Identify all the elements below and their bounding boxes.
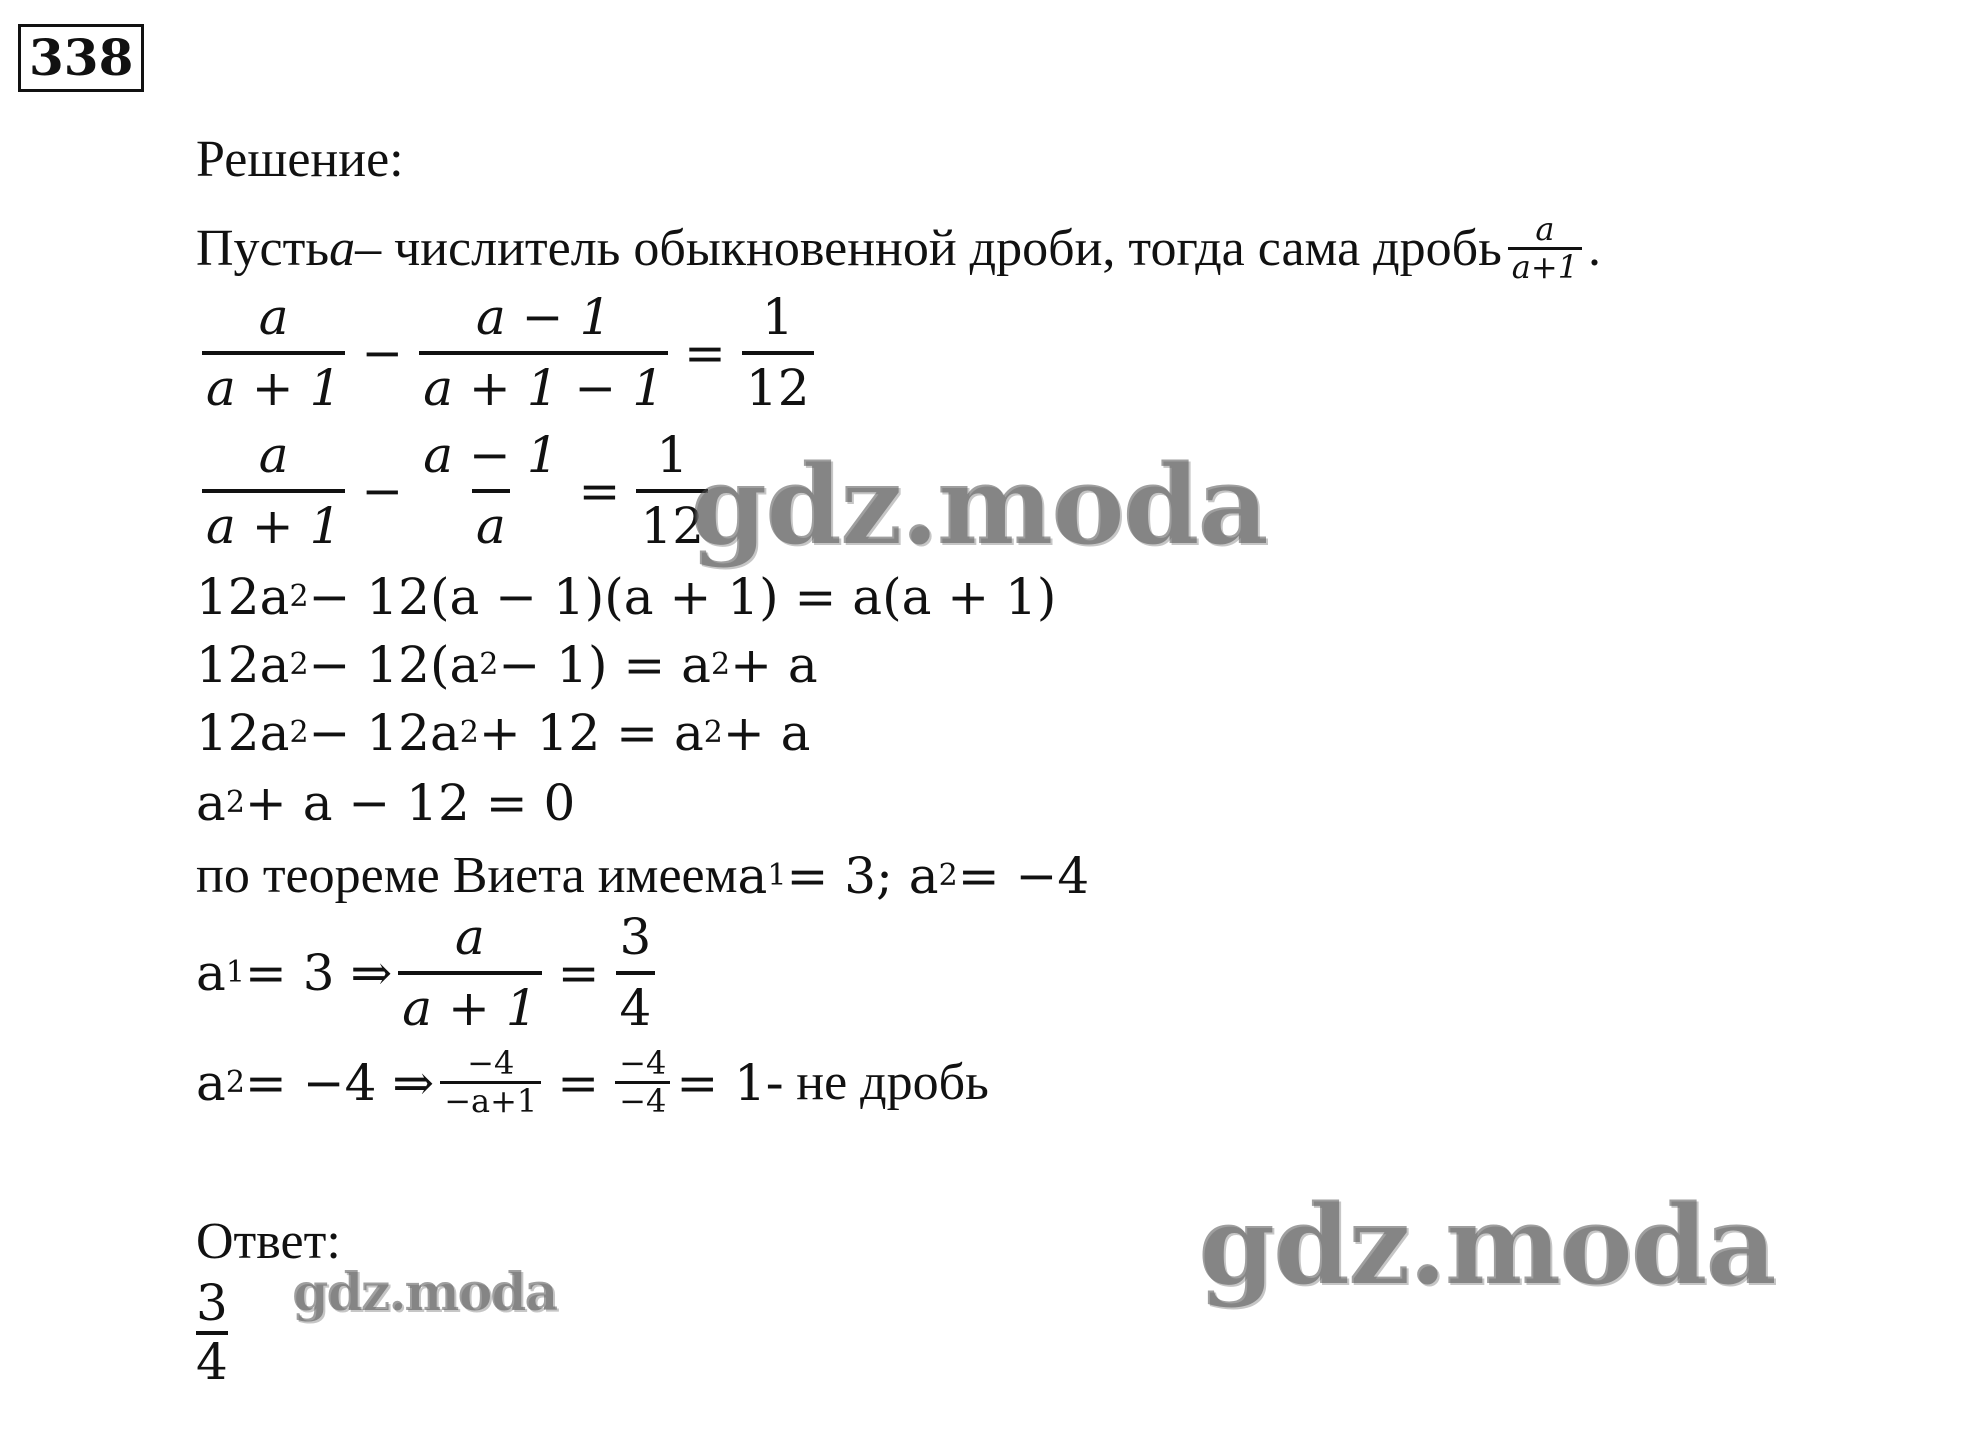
vieta-a: a [737, 846, 768, 905]
eq3-part-c: − 12(a − 1)(a + 1) = a(a + 1) [308, 568, 1057, 626]
intro-line [196, 212, 1601, 285]
result-1: a 1 = 3 ⇒ $\frac{a}{a + 1}$ = $\frac{3}{4}$ [196, 910, 661, 1036]
intro-text-b: – числитель обыкновенной дроби, тогда сама дробь [355, 220, 1502, 278]
eq4-part-a: 12a [196, 636, 290, 694]
eq3-part-a: 12a [196, 568, 290, 626]
res1-f-num: a [455, 908, 485, 966]
answer-label: Ответ: [196, 1213, 341, 1270]
res1-equals: = [557, 944, 600, 1002]
watermark-2: gdz.moda [1198, 1180, 1775, 1309]
res1-a: a [196, 944, 226, 1002]
eq5-part-g: + a [722, 704, 811, 762]
eq1-f2-den: a + 1 − 1 [419, 351, 668, 416]
intro-frac-den: a+1 [1508, 247, 1582, 285]
eq5-part-a: 12a [196, 704, 290, 762]
vieta-mid: = 3; a [786, 846, 939, 905]
res2-equals: = [557, 1053, 600, 1112]
res1-r-num: 3 [619, 908, 652, 966]
intro-end: . [1588, 220, 1602, 278]
eq1-frac-1 [202, 290, 345, 416]
answer-num: 3 [196, 1274, 228, 1332]
eq2-f2-num: a − 1 [423, 426, 559, 484]
watermark-1: gdz.moda [690, 440, 1267, 569]
intro-frac-num: a [1535, 210, 1555, 248]
res2-a: a [196, 1053, 226, 1112]
answer-den: 4 [196, 1333, 228, 1391]
intro-var: a [329, 220, 356, 278]
eq1-frac-3 [742, 290, 814, 416]
eq1-equals: = [684, 324, 726, 382]
eq1-f1-den: a + 1 [202, 351, 345, 416]
equation-4: 12a 2 − 12(a 2 − 1) = a 2 + a [196, 636, 818, 694]
res2-frac-2 [615, 1046, 670, 1119]
res2-note: - не дробь [765, 1054, 989, 1112]
res2-r-den: −4 [615, 1081, 670, 1119]
eq4-part-c: − 12(a [308, 636, 480, 694]
answer-fraction [196, 1276, 228, 1390]
eq1-f2-num: a − 1 [475, 288, 612, 346]
res1-f-den: a + 1 [398, 971, 541, 1036]
res1-frac-1 [398, 910, 541, 1036]
vieta-line: по теореме Виета имеем a 1 = 3; a 2 = −4 [196, 846, 1090, 905]
res2-frac-1 [440, 1046, 541, 1119]
eq1-f1-num: a [258, 288, 289, 346]
eq4-part-g: + a [730, 636, 818, 694]
eq5-part-e: + 12 = a [478, 704, 704, 762]
eq2-minus: − [361, 462, 404, 520]
equation-6: a 2 + a − 12 = 0 [196, 774, 576, 832]
result-2: a 2 = −4 ⇒ $\frac{-4}{-a+1}$ = $\frac{-4}{-4}$ = 1 - не дробь [196, 1044, 989, 1121]
eq2-frac-1 [202, 428, 345, 554]
res2-f-num: −4 [467, 1044, 515, 1082]
eq2-f1-num: a [258, 426, 289, 484]
eq6-part-c: + a − 12 = 0 [244, 774, 576, 832]
res2-r-num: −4 [619, 1044, 667, 1082]
eq1-frac-2 [419, 290, 668, 416]
eq1-minus: − [361, 324, 404, 382]
eq2-f1-den: a + 1 [202, 489, 345, 554]
intro-fraction [1508, 212, 1582, 285]
res1-frac-2 [616, 910, 656, 1036]
answer-fraction-line [196, 1276, 228, 1390]
res2-f-den: −a+1 [440, 1081, 541, 1119]
problem-number: 338 [18, 24, 144, 92]
res1-mid: = 3 ⇒ [244, 944, 393, 1002]
eq6-part-a: a [196, 774, 226, 832]
intro-text-a: Пусть [196, 220, 330, 278]
res2-mid: = −4 ⇒ [244, 1053, 435, 1112]
eq1-f3-num: 1 [761, 288, 794, 346]
eq5-part-c: − 12a [308, 704, 460, 762]
eq2-f2-den: a [472, 489, 510, 554]
equation-5: 12a 2 − 12a 2 + 12 = a 2 + a [196, 704, 811, 762]
eq2-frac-2 [419, 428, 562, 554]
equation-1 [196, 290, 820, 416]
watermark-3: gdz.moda [292, 1262, 557, 1323]
equation-3: 12a 2 − 12(a − 1)(a + 1) = a(a + 1) [196, 568, 1057, 626]
eq2-f3-num: 1 [656, 426, 689, 484]
res1-r-den: 4 [616, 971, 656, 1036]
eq2-f3-den: 12 [636, 489, 708, 554]
vieta-text: по теореме Виета имеем [196, 847, 738, 904]
solution-label: Решение: [196, 131, 404, 188]
equation-2 [196, 428, 714, 554]
vieta-end: = −4 [957, 846, 1090, 905]
eq2-equals: = [578, 462, 621, 520]
res2-tail: = 1 [676, 1053, 766, 1112]
eq1-f3-den: 12 [742, 351, 814, 416]
eq4-part-e: − 1) = a [498, 636, 711, 694]
